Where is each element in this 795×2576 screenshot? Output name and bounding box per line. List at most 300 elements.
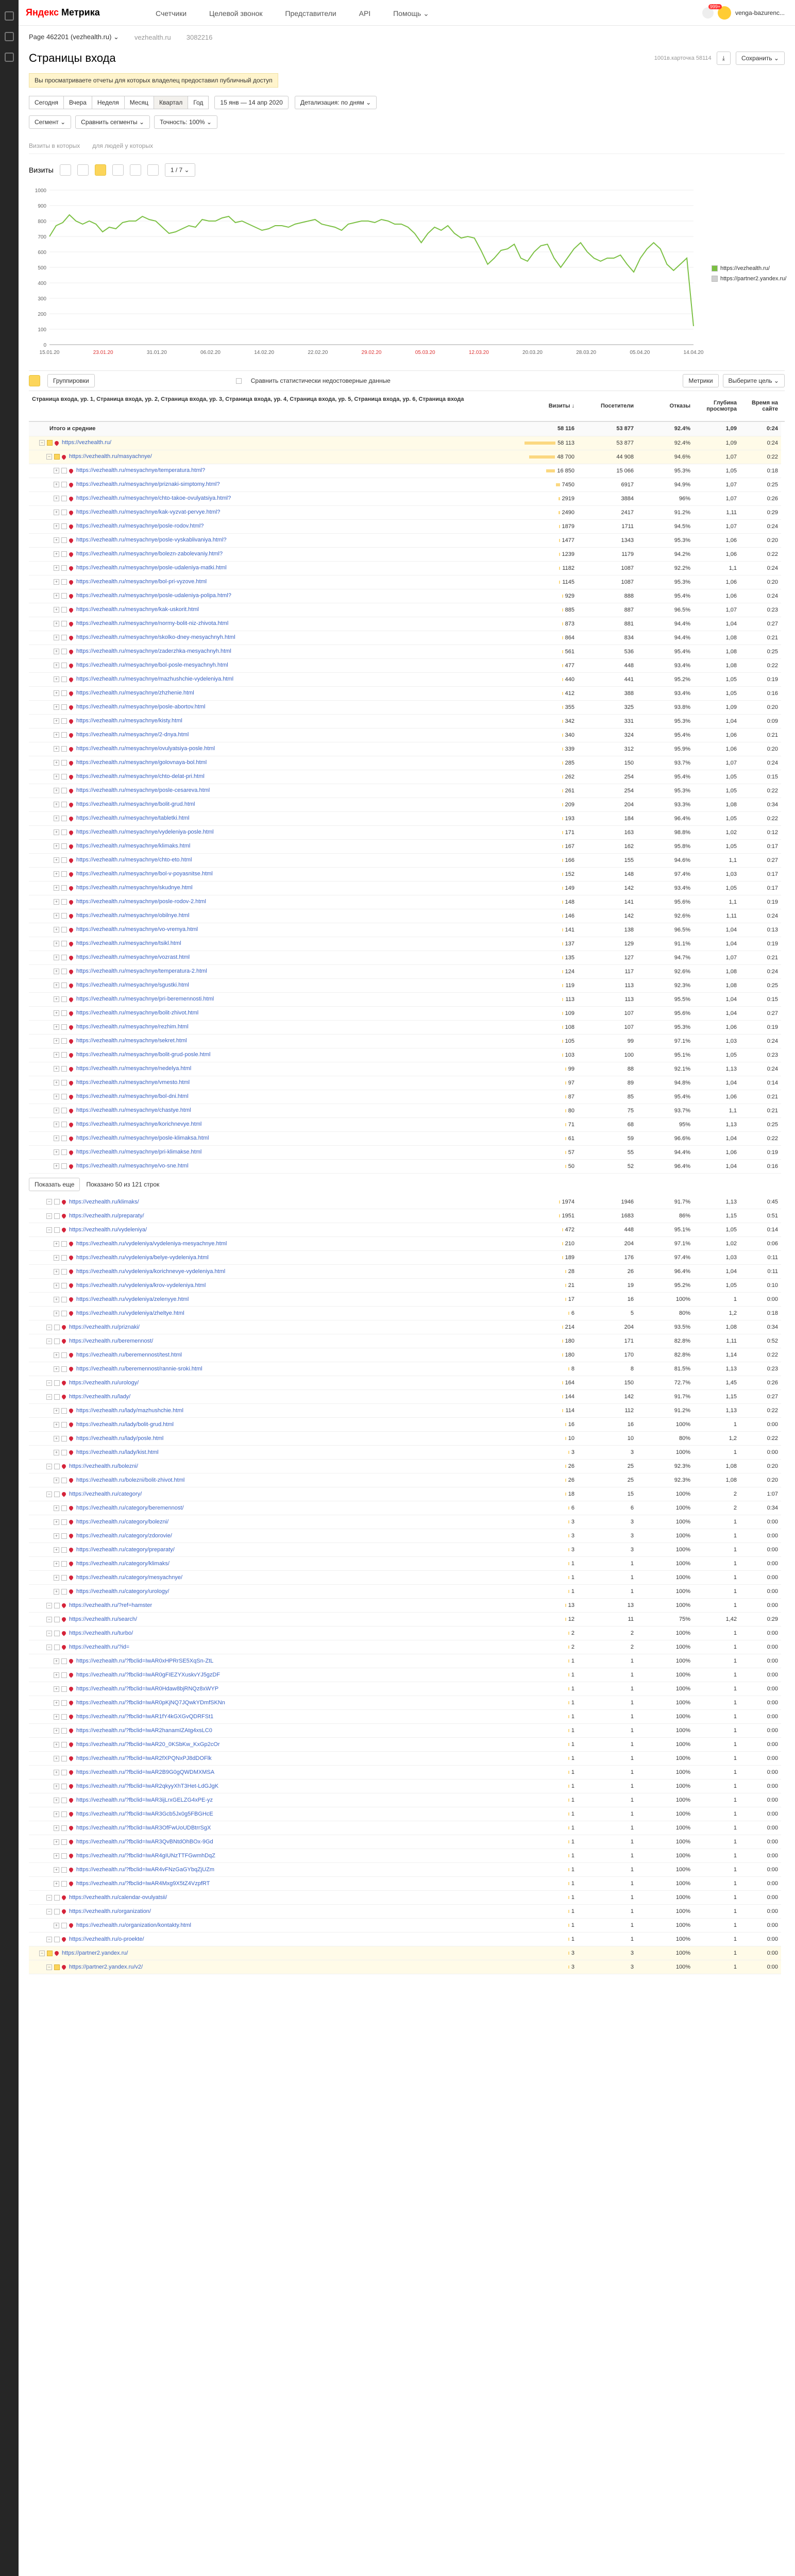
expand-icon[interactable]: + [54, 1505, 59, 1511]
row-checkbox[interactable] [61, 1686, 67, 1692]
row-checkbox[interactable] [61, 593, 67, 599]
row-checkbox[interactable] [61, 1756, 67, 1761]
period-yesterday[interactable]: Вчера [63, 96, 92, 109]
line-chart-icon[interactable] [95, 164, 106, 176]
table-row[interactable] [29, 867, 781, 881]
page-link[interactable]: https://vezhealth.ru/mesyachnye/bol-dni.html [76, 1093, 189, 1100]
filter-visits[interactable]: Визиты в которых [29, 142, 80, 149]
table-row[interactable] [29, 631, 781, 645]
table-row[interactable] [29, 1376, 781, 1390]
page-link[interactable]: https://vezhealth.ru/vydeleniya/krov-vydeleniya.html [76, 1282, 206, 1289]
row-checkbox[interactable] [54, 1492, 60, 1497]
page-link[interactable]: https://vezhealth.ru/mesyachnye/chastye.html [76, 1107, 191, 1114]
user-name[interactable]: venga-bazurenc... [735, 9, 785, 16]
expand-icon[interactable]: + [54, 1728, 59, 1734]
table-row[interactable] [29, 436, 781, 450]
table-row[interactable] [29, 589, 781, 603]
row-checkbox[interactable] [54, 1338, 60, 1344]
page-link[interactable]: https://vezhealth.ru/mesyachnye/sgustki.html [76, 982, 189, 989]
detail-select[interactable]: Детализация: по дням ⌄ [295, 96, 377, 109]
expand-icon[interactable]: − [46, 1394, 52, 1400]
page-link[interactable]: https://vezhealth.ru/category/ [69, 1491, 142, 1498]
page-link[interactable]: https://vezhealth.ru/mesyachnye/rezhim.html [76, 1024, 189, 1030]
page-link[interactable]: https://vezhealth.ru/lady/bolit-grud.html [76, 1421, 174, 1428]
row-checkbox[interactable] [54, 1199, 60, 1205]
table-row[interactable] [29, 1320, 781, 1334]
expand-icon[interactable]: + [54, 1798, 59, 1803]
expand-icon[interactable]: + [54, 1136, 59, 1141]
page-link[interactable]: https://vezhealth.ru/masyachnye/ [69, 453, 152, 460]
row-checkbox[interactable] [54, 1380, 60, 1386]
row-checkbox[interactable] [61, 774, 67, 779]
row-checkbox[interactable] [61, 1352, 67, 1358]
expand-icon[interactable]: + [54, 635, 59, 640]
page-link[interactable]: https://vezhealth.ru/mesyachnye/bolit-zhivot.html [76, 1010, 199, 1016]
row-checkbox[interactable] [61, 913, 67, 919]
page-link[interactable]: https://vezhealth.ru/mesyachnye/sekret.html [76, 1038, 187, 1044]
expand-icon[interactable]: + [54, 1575, 59, 1581]
expand-icon[interactable]: + [54, 1770, 59, 1775]
table-row[interactable] [29, 1487, 781, 1501]
expand-icon[interactable]: + [54, 1149, 59, 1155]
row-checkbox[interactable] [54, 1631, 60, 1636]
row-checkbox[interactable] [61, 1700, 67, 1706]
page-link[interactable]: https://vezhealth.ru/mesyachnye/klimaks.html [76, 843, 191, 850]
row-checkbox[interactable] [61, 1811, 67, 1817]
row-checkbox[interactable] [61, 1742, 67, 1748]
expand-icon[interactable]: − [46, 1213, 52, 1219]
table-row[interactable] [29, 1404, 781, 1418]
row-checkbox[interactable] [61, 1478, 67, 1483]
expand-icon[interactable]: − [46, 454, 52, 460]
row-checkbox[interactable] [61, 496, 67, 501]
page-link[interactable]: https://vezhealth.ru/mesyachnye/skolko-dney-mesyachnyh.html [76, 634, 235, 641]
row-checkbox[interactable] [54, 1394, 60, 1400]
tree-view-icon[interactable] [29, 375, 40, 386]
table-row[interactable] [29, 492, 781, 505]
row-checkbox[interactable] [61, 899, 67, 905]
table-row[interactable] [29, 1334, 781, 1348]
page-link[interactable]: https://vezhealth.ru/mesyachnye/priznaki-simptomy.html? [76, 481, 220, 488]
table-row[interactable] [29, 1710, 781, 1724]
page-link[interactable]: https://vezhealth.ru/?fbclid=IwAR3Gcb5Jx0g5FBGHcE [76, 1811, 213, 1818]
table-row[interactable] [29, 1640, 781, 1654]
page-link[interactable]: https://vezhealth.ru/?fbclid=IwAR4gIUNzTTFGwmhDqZ [76, 1853, 215, 1859]
row-checkbox[interactable] [54, 1645, 60, 1650]
page-link[interactable]: https://vezhealth.ru/beremennost/test.html [76, 1352, 182, 1359]
expand-icon[interactable]: + [54, 1436, 59, 1442]
row-checkbox[interactable] [61, 1422, 67, 1428]
page-link[interactable]: https://vezhealth.ru/?fbclid=IwAR3QvBNtdOhBOx-9Gd [76, 1839, 213, 1845]
page-link[interactable]: https://vezhealth.ru/turbo/ [69, 1630, 133, 1637]
expand-icon[interactable]: + [54, 1561, 59, 1567]
row-checkbox[interactable] [61, 1269, 67, 1275]
expand-icon[interactable]: + [54, 1700, 59, 1706]
row-checkbox[interactable] [61, 718, 67, 724]
row-checkbox[interactable] [61, 1714, 67, 1720]
expand-icon[interactable]: + [54, 788, 59, 793]
page-link[interactable]: https://vezhealth.ru/lady/kist.html [76, 1449, 159, 1456]
table-row[interactable] [29, 1571, 781, 1585]
table-row[interactable] [29, 1891, 781, 1905]
expand-icon[interactable]: + [54, 1672, 59, 1678]
expand-icon[interactable]: + [54, 1080, 59, 1086]
row-checkbox[interactable] [61, 885, 67, 891]
bell-icon[interactable] [702, 4, 721, 19]
page-link[interactable]: https://vezhealth.ru/mesyachnye/tsikl.html [76, 940, 181, 947]
page-link[interactable]: https://vezhealth.ru/?fbclid=IwAR2fXPQNxPJ8dDOFlk [76, 1755, 212, 1762]
expand-icon[interactable]: + [54, 607, 59, 613]
table-row[interactable] [29, 700, 781, 714]
table-row[interactable] [29, 1159, 781, 1173]
page-link[interactable]: https://vezhealth.ru/mesyachnye/posle-vyskablivaniya.html? [76, 537, 227, 544]
page-link[interactable]: https://vezhealth.ru/mesyachnye/pri-beremennosti.html [76, 996, 214, 1003]
page-link[interactable]: https://vezhealth.ru/lady/mazhushchie.html [76, 1408, 183, 1414]
table-row[interactable] [29, 1724, 781, 1738]
page-link[interactable]: https://vezhealth.ru/mesyachnye/vmesto.html [76, 1079, 190, 1086]
expand-icon[interactable]: − [46, 1937, 52, 1942]
row-checkbox[interactable] [61, 1366, 67, 1372]
row-checkbox[interactable] [61, 1853, 67, 1859]
page-link[interactable]: https://partner2.yandex.ru/ [62, 1950, 128, 1957]
row-checkbox[interactable] [61, 1066, 67, 1072]
page-link[interactable]: https://vezhealth.ru/vydeleniya/ [69, 1227, 147, 1233]
table-row[interactable] [29, 1279, 781, 1293]
expand-icon[interactable]: + [54, 496, 59, 501]
expand-icon[interactable]: + [54, 816, 59, 821]
page-link[interactable]: https://vezhealth.ru/mesyachnye/tabletki.html [76, 815, 190, 822]
table-row[interactable] [29, 1418, 781, 1432]
expand-icon[interactable]: − [46, 1895, 52, 1901]
page-link[interactable]: https://vezhealth.ru/?fbclid=IwAR3OfFwUoUDBtrrSgX [76, 1825, 211, 1832]
expand-icon[interactable]: + [54, 1881, 59, 1887]
period-week[interactable]: Неделя [92, 96, 125, 109]
expand-icon[interactable]: + [54, 1094, 59, 1099]
row-checkbox[interactable] [61, 802, 67, 807]
table-row[interactable] [29, 1251, 781, 1265]
table-row[interactable] [29, 464, 781, 478]
table-row[interactable] [29, 505, 781, 519]
table-row[interactable] [29, 617, 781, 631]
expand-icon[interactable]: + [54, 621, 59, 626]
save-button[interactable]: Сохранить ⌄ [736, 52, 785, 65]
page-link[interactable]: https://vezhealth.ru/vydeleniya/korichnevye-vydeleniya.html [76, 1268, 226, 1275]
nav-api[interactable]: API [359, 9, 371, 18]
expand-icon[interactable]: + [54, 1811, 59, 1817]
expand-icon[interactable]: + [54, 1408, 59, 1414]
filter-people[interactable]: для людей у которых [92, 142, 153, 149]
expand-icon[interactable]: + [54, 1297, 59, 1302]
row-checkbox[interactable] [61, 523, 67, 529]
page-link[interactable]: https://vezhealth.ru/?fbclid=IwAR4vFNzGaGYbqZjUZm [76, 1867, 215, 1873]
table-row[interactable] [29, 1557, 781, 1571]
row-checkbox[interactable] [61, 1122, 67, 1127]
expand-icon[interactable]: + [54, 802, 59, 807]
expand-icon[interactable]: + [54, 774, 59, 779]
expand-icon[interactable]: + [54, 718, 59, 724]
page-link[interactable]: https://vezhealth.ru/mesyachnye/vozrast.html [76, 954, 190, 961]
row-checkbox[interactable] [61, 510, 67, 515]
expand-icon[interactable]: − [39, 440, 45, 446]
table-row[interactable] [29, 1090, 781, 1104]
menu-icon[interactable] [5, 11, 14, 21]
expand-icon[interactable]: − [46, 1325, 52, 1330]
nav-call[interactable]: Целевой звонок [209, 9, 263, 18]
page-link[interactable]: https://vezhealth.ru/beremennost/rannie-sroki.html [76, 1366, 202, 1372]
expand-icon[interactable]: + [54, 1352, 59, 1358]
logo[interactable]: Яндекс Метрика [26, 7, 100, 18]
page-link[interactable]: https://vezhealth.ru/mesyachnye/bol-posle-mesyachnyh.html [76, 662, 228, 669]
expand-icon[interactable]: + [54, 1122, 59, 1127]
table-row[interactable] [29, 1543, 781, 1557]
expand-icon[interactable]: + [54, 1108, 59, 1113]
table-row[interactable] [29, 1780, 781, 1793]
table-row[interactable] [29, 561, 781, 575]
row-checkbox[interactable] [54, 1213, 60, 1219]
table-row[interactable] [29, 1877, 781, 1891]
expand-icon[interactable]: − [46, 1380, 52, 1386]
pie-chart-icon[interactable] [147, 164, 159, 176]
row-checkbox[interactable] [54, 1464, 60, 1469]
expand-icon[interactable]: + [54, 1283, 59, 1289]
page-link[interactable]: https://vezhealth.ru/vydeleniya/zheltye.html [76, 1310, 184, 1317]
row-checkbox[interactable] [61, 816, 67, 821]
row-checkbox[interactable] [61, 621, 67, 626]
depth-header[interactable]: Глубина просмотра [706, 400, 737, 412]
expand-icon[interactable]: − [46, 1464, 52, 1469]
row-checkbox[interactable] [54, 1964, 60, 1970]
table-row[interactable] [29, 1117, 781, 1131]
page-link[interactable]: https://vezhealth.ru/?fbclid=IwAR20_0KSbKw_KxGp2cOr [76, 1741, 220, 1748]
expand-icon[interactable]: + [54, 871, 59, 877]
nav-help[interactable]: Помощь ⌄ [393, 9, 429, 18]
table-row[interactable] [29, 1307, 781, 1320]
metrics-button[interactable]: Метрики [683, 374, 718, 387]
series-line[interactable] [49, 215, 693, 326]
table-row[interactable] [29, 1738, 781, 1752]
page-link[interactable]: https://vezhealth.ru/?fbclid=IwAR2hanamIZAtg4xsLC0 [76, 1727, 212, 1734]
expand-icon[interactable]: − [46, 1492, 52, 1497]
row-checkbox[interactable] [61, 468, 67, 473]
table-row[interactable] [29, 1223, 781, 1237]
row-checkbox[interactable] [61, 1283, 67, 1289]
table-row[interactable] [29, 937, 781, 951]
page-link[interactable]: https://vezhealth.ru/mesyachnye/chto-eto.html [76, 857, 192, 863]
page-link[interactable]: https://vezhealth.ru/category/bolezni/ [76, 1519, 169, 1526]
row-checkbox[interactable] [47, 1951, 53, 1956]
expand-icon[interactable]: − [46, 1631, 52, 1636]
page-link[interactable]: https://vezhealth.ru/mesyachnye/posle-rodov-2.html [76, 899, 206, 905]
table-row[interactable] [29, 909, 781, 923]
page-link[interactable]: https://vezhealth.ru/?fbclid=IwAR1fY4kGXGvQDRFSt1 [76, 1714, 214, 1720]
bar-chart-icon[interactable] [130, 164, 141, 176]
row-checkbox[interactable] [54, 454, 60, 460]
table-row[interactable] [29, 881, 781, 895]
page-link[interactable]: https://vezhealth.ru/?fbclid=IwAR2qkyyXhT3Het-LdGJgK [76, 1783, 219, 1790]
row-checkbox[interactable] [61, 1311, 67, 1316]
table-row[interactable] [29, 1585, 781, 1599]
expand-icon[interactable]: + [54, 1658, 59, 1664]
table-row[interactable] [29, 672, 781, 686]
table-row[interactable] [29, 1960, 781, 1974]
expand-icon[interactable]: + [54, 1038, 59, 1044]
chart-period-select[interactable]: 1 / 7 ⌄ [165, 163, 195, 177]
table-row[interactable] [29, 839, 781, 853]
row-checkbox[interactable] [61, 649, 67, 654]
row-checkbox[interactable] [61, 732, 67, 738]
page-link[interactable]: https://vezhealth.ru/category/urology/ [76, 1588, 170, 1595]
expand-icon[interactable]: + [54, 510, 59, 515]
page-link[interactable]: https://vezhealth.ru/mesyachnye/bolit-grud.html [76, 801, 195, 808]
expand-icon[interactable]: + [54, 1366, 59, 1372]
row-checkbox[interactable] [61, 579, 67, 585]
table-row[interactable] [29, 1195, 781, 1209]
table-row[interactable] [29, 1209, 781, 1223]
row-checkbox[interactable] [61, 788, 67, 793]
expand-icon[interactable]: + [54, 955, 59, 960]
expand-icon[interactable]: + [54, 1589, 59, 1595]
expand-icon[interactable]: + [54, 1853, 59, 1859]
expand-icon[interactable]: + [54, 1311, 59, 1316]
page-link[interactable]: https://vezhealth.ru/category/mesyachnye/ [76, 1574, 183, 1581]
page-link[interactable]: https://vezhealth.ru/mesyachnye/obilnye.html [76, 912, 190, 919]
page-link[interactable]: https://vezhealth.ru/mesyachnye/posle-cesareva.html [76, 787, 210, 794]
table-row[interactable] [29, 1062, 781, 1076]
table-row[interactable] [29, 1696, 781, 1710]
expand-icon[interactable]: + [54, 523, 59, 529]
table-row[interactable] [29, 1933, 781, 1946]
table-row[interactable] [29, 1905, 781, 1919]
expand-icon[interactable]: + [54, 982, 59, 988]
expand-icon[interactable]: + [54, 829, 59, 835]
page-link[interactable]: https://vezhealth.ru/mesyachnye/2-dnya.html [76, 732, 189, 738]
table-row[interactable] [29, 1919, 781, 1933]
row-checkbox[interactable] [61, 663, 67, 668]
table-row[interactable] [29, 645, 781, 658]
row-checkbox[interactable] [61, 1533, 67, 1539]
counter-select[interactable]: Page 462201 (vezhealth.ru) ⌄ [29, 33, 119, 41]
row-checkbox[interactable] [61, 551, 67, 557]
table-row[interactable] [29, 1446, 781, 1460]
page-link[interactable]: https://vezhealth.ru/category/preparaty/ [76, 1547, 175, 1553]
table-row[interactable] [29, 1668, 781, 1682]
page-link[interactable]: https://vezhealth.ru/?id= [69, 1644, 130, 1651]
table-row[interactable] [29, 1654, 781, 1668]
expand-icon[interactable]: + [54, 579, 59, 585]
expand-icon[interactable]: − [46, 1645, 52, 1650]
page-link[interactable]: https://vezhealth.ru/mesyachnye/kak-vyzvat-pervye.html? [76, 509, 221, 516]
expand-icon[interactable]: + [54, 885, 59, 891]
row-checkbox[interactable] [61, 1010, 67, 1016]
row-checkbox[interactable] [54, 1909, 60, 1914]
table-row[interactable] [29, 742, 781, 756]
row-checkbox[interactable] [61, 1728, 67, 1734]
page-link[interactable]: https://vezhealth.ru/category/klimaks/ [76, 1561, 170, 1567]
table-row[interactable] [29, 992, 781, 1006]
expand-icon[interactable]: + [54, 468, 59, 473]
expand-icon[interactable]: − [46, 1199, 52, 1205]
page-link[interactable]: https://vezhealth.ru/beremennost/ [69, 1338, 154, 1345]
dimension-header[interactable]: Страница входа, ур. 1, Страница входа, ур. 2, Страница входа, ур. 3, Страница входа, ур. 4, Страница входа, ур. 5, Страница входа, ур. 6, Страница входа [32, 396, 464, 402]
period-month[interactable]: Месяц [124, 96, 154, 109]
row-checkbox[interactable] [61, 565, 67, 571]
table-row[interactable] [29, 1793, 781, 1807]
page-link[interactable]: https://vezhealth.ru/mesyachnye/skudnye.html [76, 885, 193, 891]
row-checkbox[interactable] [61, 955, 67, 960]
row-checkbox[interactable] [54, 1617, 60, 1622]
expand-icon[interactable]: + [54, 1269, 59, 1275]
page-link[interactable]: https://vezhealth.ru/?fbclid=IwAR0xHPRrSE5XqSn-ZtL [76, 1658, 214, 1665]
page-link[interactable]: https://vezhealth.ru/mesyachnye/chto-takoe-ovulyatsiya.html? [76, 495, 231, 502]
table-row[interactable] [29, 519, 781, 533]
table-row[interactable] [29, 1104, 781, 1117]
page-link[interactable]: https://vezhealth.ru/mesyachnye/pri-klimakse.html [76, 1149, 202, 1156]
page-link[interactable]: https://vezhealth.ru/mesyachnye/temperatura.html? [76, 467, 206, 474]
row-checkbox[interactable] [61, 871, 67, 877]
table-row[interactable] [29, 825, 781, 839]
page-link[interactable]: https://vezhealth.ru/mesyachnye/bolit-grud-posle.html [76, 1052, 211, 1058]
table-row[interactable] [29, 1501, 781, 1515]
expand-icon[interactable]: + [54, 1686, 59, 1692]
expand-icon[interactable]: + [54, 843, 59, 849]
page-link[interactable]: https://vezhealth.ru/mesyachnye/mazhushchie-vydeleniya.html [76, 676, 234, 683]
page-link[interactable]: https://vezhealth.ru/?fbclid=IwAR0pKjNQ7JQwkYDmfSKNn [76, 1700, 225, 1706]
row-checkbox[interactable] [61, 676, 67, 682]
table-row[interactable] [29, 1599, 781, 1613]
table-row[interactable] [29, 756, 781, 770]
row-checkbox[interactable] [61, 760, 67, 766]
table-row[interactable] [29, 714, 781, 728]
row-checkbox[interactable] [61, 969, 67, 974]
page-link[interactable]: https://vezhealth.ru/mesyachnye/posle-klimaksa.html [76, 1135, 209, 1142]
row-checkbox[interactable] [61, 635, 67, 640]
page-link[interactable]: https://vezhealth.ru/mesyachnye/vydeleniya-posle.html [76, 829, 214, 836]
row-checkbox[interactable] [61, 1241, 67, 1247]
expand-icon[interactable]: + [54, 746, 59, 752]
goal-select[interactable]: Выберите цель ⌄ [723, 374, 785, 387]
row-checkbox[interactable] [61, 1052, 67, 1058]
row-checkbox[interactable] [61, 829, 67, 835]
row-checkbox[interactable] [61, 1505, 67, 1511]
page-link[interactable]: https://vezhealth.ru/mesyachnye/vo-sne.html [76, 1163, 189, 1170]
expand-icon[interactable]: + [54, 732, 59, 738]
page-link[interactable]: https://vezhealth.ru/bolezni/ [69, 1463, 138, 1470]
expand-icon[interactable]: − [46, 1909, 52, 1914]
row-checkbox[interactable] [61, 1770, 67, 1775]
refresh-icon[interactable] [60, 164, 71, 176]
table-row[interactable] [29, 1348, 781, 1362]
row-checkbox[interactable] [61, 927, 67, 933]
expand-icon[interactable]: − [46, 1964, 52, 1970]
row-checkbox[interactable] [61, 1825, 67, 1831]
expand-icon[interactable]: + [54, 913, 59, 919]
table-row[interactable] [29, 1293, 781, 1307]
page-link[interactable]: https://vezhealth.ru/?fbclid=IwAR2B9G0gQWDMXMSA [76, 1769, 215, 1776]
page-link[interactable]: https://vezhealth.ru/mesyachnye/zaderzhka-mesyachnyh.html [76, 648, 231, 655]
expand-icon[interactable]: + [54, 899, 59, 905]
page-link[interactable]: https://vezhealth.ru/mesyachnye/bol-pri-vyzove.html [76, 579, 207, 585]
table-row[interactable] [29, 1626, 781, 1640]
table-row[interactable] [29, 1131, 781, 1145]
compare-segments-button[interactable]: Сравнить сегменты ⌄ [75, 115, 150, 129]
page-link[interactable]: https://vezhealth.ru/mesyachnye/normy-bolit-niz-zhivota.html [76, 620, 229, 627]
bounce-header[interactable]: Отказы [669, 403, 690, 409]
page-link[interactable]: https://vezhealth.ru/klimaks/ [69, 1198, 139, 1205]
table-row[interactable] [29, 1432, 781, 1446]
table-row[interactable] [29, 1020, 781, 1034]
expand-icon[interactable]: + [54, 996, 59, 1002]
date-range-picker[interactable]: 15 янв — 14 апр 2020 [214, 96, 288, 109]
